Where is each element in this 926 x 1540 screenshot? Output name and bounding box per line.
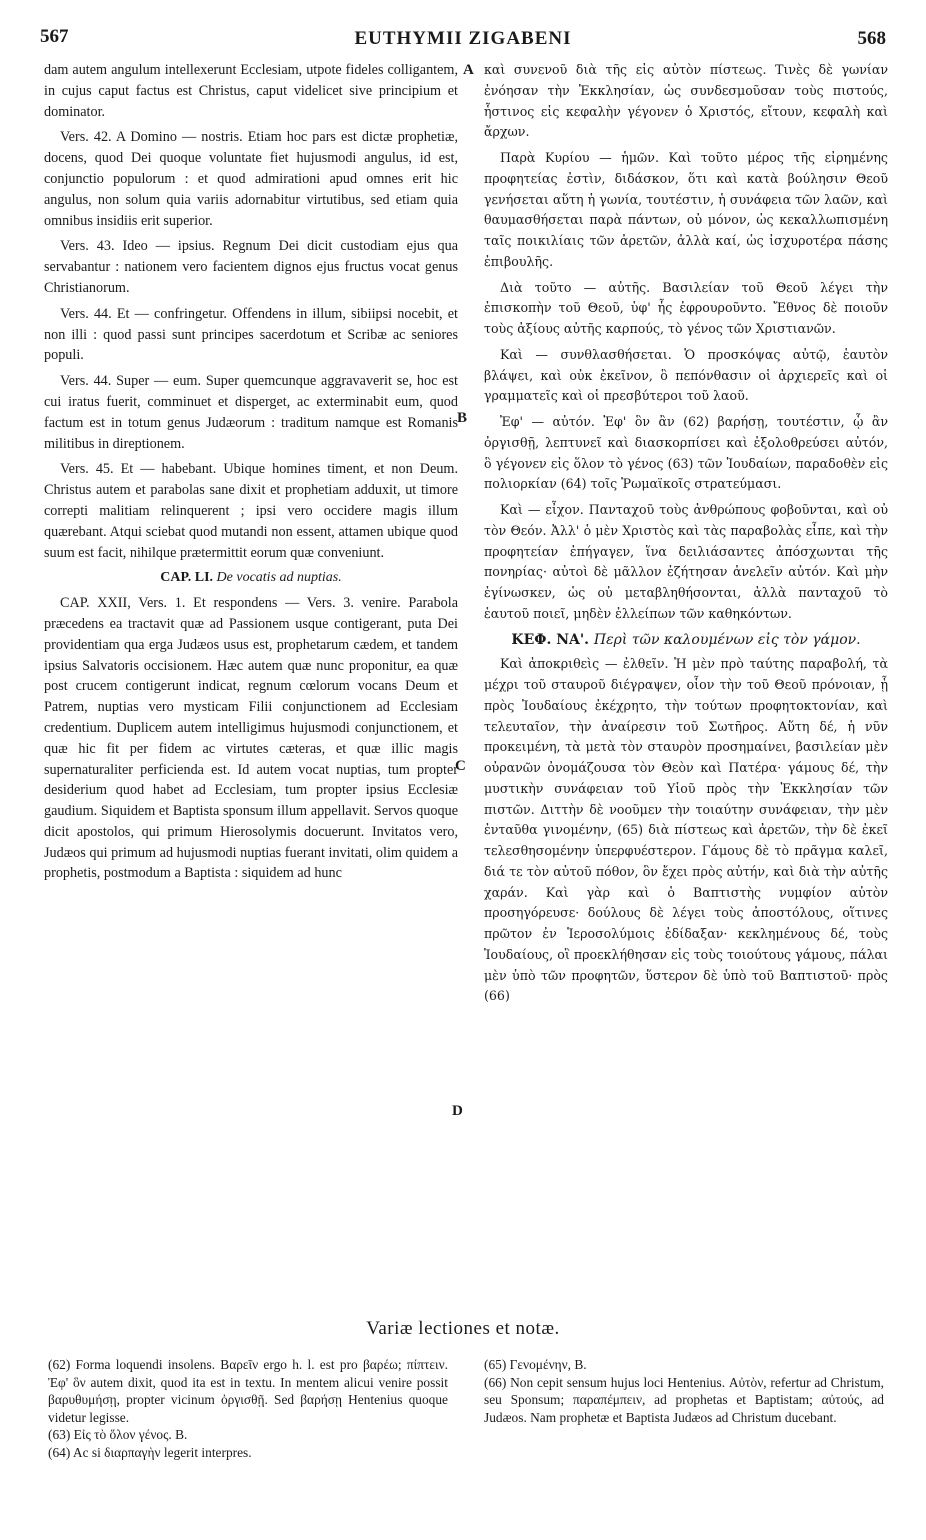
greek-paragraph-6: Καὶ — εἶχον. Πανταχοῦ τοὺς ἀνθρώπους φοβοῦνται, καὶ οὐ τὸν Θεόν. Ἀλλ' ὁ μὲν Χριστὸς καὶ τὰς παραβολὰς εἶπε, καὶ τὴν προφητείαν ἐπήγαγεν, ἵνα δειλιάσαντες ἀπόσχωνται τῆς πονηρίας· αὐτοὶ δὲ μᾶλλον ἐζήτησαν ἀνελεῖν αὐτόν. Καὶ μὴν ἐγίνωσκεν, ὡς οὐ μεταβληθήσονται, ἀλλὰ πανταχοῦ τὸ ἑαυτοῦ ποιεῖ, μηδὲν ἐλλείπων τῶν καθηκόντων.	[484, 502, 888, 621]
latin-paragraph-6: Vers. 45. Et — habebant. Ubique homines timent, et non Deum. Christus autem et parabolas sane dixit et prophetiam adduxit, ut timore correpti malitiam relinquerent ; ipsi vero occidere magis illum quærebant. Atqui sciebat quod mutandi non essent, attamen ubique quod suum est facit, nihilque prætermittit eorum quæ conveniunt.	[44, 461, 458, 561]
greek-paragraph-7: Καὶ ἀποκριθεὶς — ἐλθεῖν. Ἡ μὲν πρὸ ταύτης παραβολή, τὰ μέχρι τοῦ σταυροῦ διέγραψεν, οἷον τὴν τοῦ Θεοῦ πρόνοιαν, ᾗ πρὸς Ἰουδαίους ἐκέχρητο, τὴν τούτων προφητοκτονίαν, καὶ τελευταῖον, τὴν ἀναίρεσιν τοῦ Σωτῆρος. Αὕτη δέ, ἡ νῦν προκειμένη, τὰ μετὰ τὸν σταυρὸν προσημαίνει, βασιλείαν μὲν οὐρανῶν ὀνομάζουσα τὸν Θεὸν καὶ Πατέρα· γάμους δέ, τὴν μυστικὴν συνάφειαν τοῦ Υἱοῦ πρὸς τὴν Ἐκκλησίαν τῶν πιστῶν. Διττὴν δὲ νοοῦμεν τὴν τοιαύτην συνάφειαν, τὴν μὲν ἐνταῦθα γινομένην, (65) διὰ πίστεως καὶ ἀρετῶν, τὴν δὲ ἐκεῖ τελεσθησομένην ὑπερφυέστερον. Γάμους δὲ τὸ πρᾶγμα καλεῖ, διά τε τὸν αὐτοῦ πόθον, ὃν ἔχει πρὸς αὐτήν, καὶ διὰ τὴν αὐτῆς χαράν. Καὶ γὰρ καὶ ὁ Βαπτιστὴς νυμφίον αὐτὸν προσηγόρευσε· δούλους δὲ λέγει τοὺς ἀποστόλους, οἵτινες πρῶτον ἐν Ἱεροσολύμοις ἐδίδαξαν· κεκλημένους δέ, τοὺς Ἰουδαίους, οἳ προεκλήθησαν εἰς τοὺς τοιούτους γάμους, πάλαι μὲν ὑπὸ τῶν προφητῶν, ὕστερον δὲ ὑπὸ τοῦ Βαπτιστοῦ· πρὸς (66)	[484, 656, 888, 1004]
latin-paragraph-4: Vers. 44. Et — confringetur. Offendens in illum, sibiipsi nocebit, et non illi : quod passi sunt principes sacerdotum et Scribæ ac seniores populi.	[44, 305, 458, 364]
margin-mark-a: A	[463, 62, 474, 78]
greek-column	[484, 60, 888, 1012]
note-65: (65) Γενομένην, B.	[484, 1357, 587, 1372]
greek-chapter-subtitle: Περὶ τῶν καλουμένων εἰς τὸν γάμον.	[593, 631, 861, 648]
greek-paragraph-5: Ἐφ' — αὐτόν. Ἐφ' ὃν ἂν (62) βαρήσῃ, τουτέστιν, ᾧ ἂν ὀργισθῇ, λεπτυνεῖ καὶ διασκορπίσει καὶ ἐξολοθρεύσει αὐτόν, ὃ γέγονεν εἰς ὅλον τὸ γένος (63) τῶν Ἰουδαίων, παραδοθὲν εἰς πολιορκίαν (64) τοῖς Ῥωμαϊκοῖς στρατεύμασι.	[484, 414, 888, 492]
latin-chapter-subtitle: De vocatis ad nuptias.	[216, 570, 342, 586]
page-number-left: 567	[40, 26, 69, 47]
page-header	[40, 26, 886, 58]
page-number-right: 568	[857, 28, 886, 49]
greek-paragraph-2: Παρὰ Κυρίου — ἡμῶν. Καὶ τοῦτο μέρος τῆς εἰρημένης προφητείας ἐστὶν, διδάσκον, ὅτι καὶ κατὰ βούλησιν Θεοῦ γενήσεται αὕτη ἡ γωνία, τουτέστιν, ἡ συνάφεια τῶν λαῶν, καὶ θαυμασθήσεται παρὰ πάντων, οὐ μόνον, ὡς κεκαλλωπισμένη ταῖς ποικιλίαις τῶν ἀρετῶν, ἀλλὰ καί, ὡς ἰσχυροτέρα πάσης ἐπιβουλῆς.	[484, 150, 888, 269]
latin-paragraph-2: Vers. 42. A Domino — nostris. Etiam hoc pars est dictæ prophetiæ, docens, quod Dei quoque voluntate fiet hujusmodi angulus, id est, conjunctio populorum : et quod admirationi apud omnes erit hic angulus, non solum quia variis adornabitur virtutibus, sed etiam quia omnibus insidiis erit superior.	[44, 129, 458, 229]
greek-chapter-heading	[484, 630, 888, 651]
latin-paragraph-1: dam autem angulum intellexerunt Ecclesiam, utpote fideles colligantem, in cujus caput factus est Christus, caput videlicet sive principium et dominator.	[44, 62, 458, 120]
running-title: EUTHYMII ZIGABENI	[354, 28, 572, 49]
greek-paragraph-1: καὶ συνενοῦ διὰ τῆς εἰς αὐτὸν πίστεως. Τινὲς δὲ γωνίαν ἐνόησαν τὴν Ἐκκλησίαν, ὡς συνδεσμοῦσαν τοὺς πιστούς, ἧστινος εἰς κεφαλὴν γέγονεν ὁ Χριστός, εἴτουν, κεφαλὴ καὶ ἄρχων.	[484, 62, 888, 140]
latin-paragraph-5: Vers. 44. Super — eum. Super quemcunque aggravaverit se, hoc est cui iratus fuerit, comminuet et disperget, ac exterminabit eum, quod factum est in totum genus Judæorum : traditum namque est Romanis militibus in direptionem.	[44, 373, 458, 452]
greek-paragraph-4: Καὶ — συνθλασθήσεται. Ὁ προσκόψας αὐτῷ, ἑαυτὸν βλάψει, καὶ οὐκ ἐκεῖνον, ὃ πεπόνθασιν οἱ ἀρχιερεῖς καὶ οἱ γραμματεῖς καὶ οἱ πρεσβύτεροι τοῦ λαοῦ.	[484, 346, 888, 404]
latin-chapter-title: CAP. LI.	[160, 570, 214, 586]
notes-heading: Variæ lectiones et notæ.	[366, 1318, 560, 1339]
latin-paragraph-3: Vers. 43. Ideo — ipsius. Regnum Dei dicit custodiam ejus qua servabantur : nationem vero facientem dignos ejus fructus vocat genus Christianorum.	[44, 238, 458, 296]
margin-mark-c: C	[455, 758, 466, 774]
margin-mark-b: B	[457, 410, 468, 426]
note-63: (63) Εἰς τὸ ὅλον γένος. B.	[48, 1427, 188, 1442]
latin-column	[44, 60, 458, 889]
latin-paragraph-7: CAP. XXII, Vers. 1. Et respondens — Vers. 3. venire. Parabola præcedens ea tractavit quæ ad Passionem usque contigerant, puta Dei providentiam qua erga Judæos usus est, prophetarum cædem, et tandem ipsius Salvatoris occisionem. Hæc autem quæ nunc proponitur, ea quæ post crucem contigerunt indicat, regnum cœlorum vocans Deum et Patrem, nuptias vero mysticam Filii conjunctionem ad Ecclesiam credentium. Duplicem autem intelligimus hujusmodi conjunctionem, et quæ hic fit per fidem ac virtutes cæteras, et quæ illic magis supernaturaliter perficienda est. Id autem vocat nuptias, tum propter desiderium quod habet ad Ecclesiam, tum propter ipsius Ecclesiæ gaudium. Siquidem et Baptista sponsum illum appellavit. Servos quoque dicit apostolos, qui primum Hierosolymis docuerunt. Invitatos vero, Judæos qui primum ad hujusmodi nuptias fuerant invitati, olim quidem a prophetis, postmodum a Baptista : siquidem ad hunc	[44, 595, 458, 882]
note-64: (64) Ac si διαρπαγὴν legerit interpres.	[48, 1444, 252, 1460]
greek-paragraph-3: Διὰ τοῦτο — αὐτῆς. Βασιλείαν τοῦ Θεοῦ λέγει τὴν ἐπισκοπὴν τοῦ Θεοῦ, ὑφ' ἧς ἐφρουροῦντο. Ἔθνος δὲ ποιοῦν τοὺς ἀξίους αὐτῆς καρπούς, τὸ γένος τῶν Χριστιανῶν.	[484, 279, 888, 336]
greek-chapter-title: ΚΕΦ. ΝΑ'.	[511, 631, 590, 648]
notes-right-column	[484, 1356, 884, 1426]
notes-left-column	[48, 1356, 448, 1461]
latin-chapter-heading	[44, 568, 458, 589]
note-66: (66) Non cepit sensum hujus loci Hentenius. Αὐτὸν, refertur ad Christum, seu Sponsum; παραπέμπειν, ad prophetas et Baptistam; αὐτούς, ad Judæos. Nam prophetæ et Baptista Judæos ad Christum ducebant.	[484, 1374, 884, 1425]
margin-mark-d: D	[452, 1103, 463, 1119]
note-62: (62) Forma loquendi insolens. Βαρεῖν ergo h. l. est pro βαρέω; πίπτειν. Ἐφ' ὃν autem dixit, quod ita est in textu. In mentem alicui venire possit βαρυθυμήσῃ, propter vicinum ὀργισθῇ. Sed βαρήσῃ Hentenius quoque videtur legisse.	[48, 1357, 448, 1425]
